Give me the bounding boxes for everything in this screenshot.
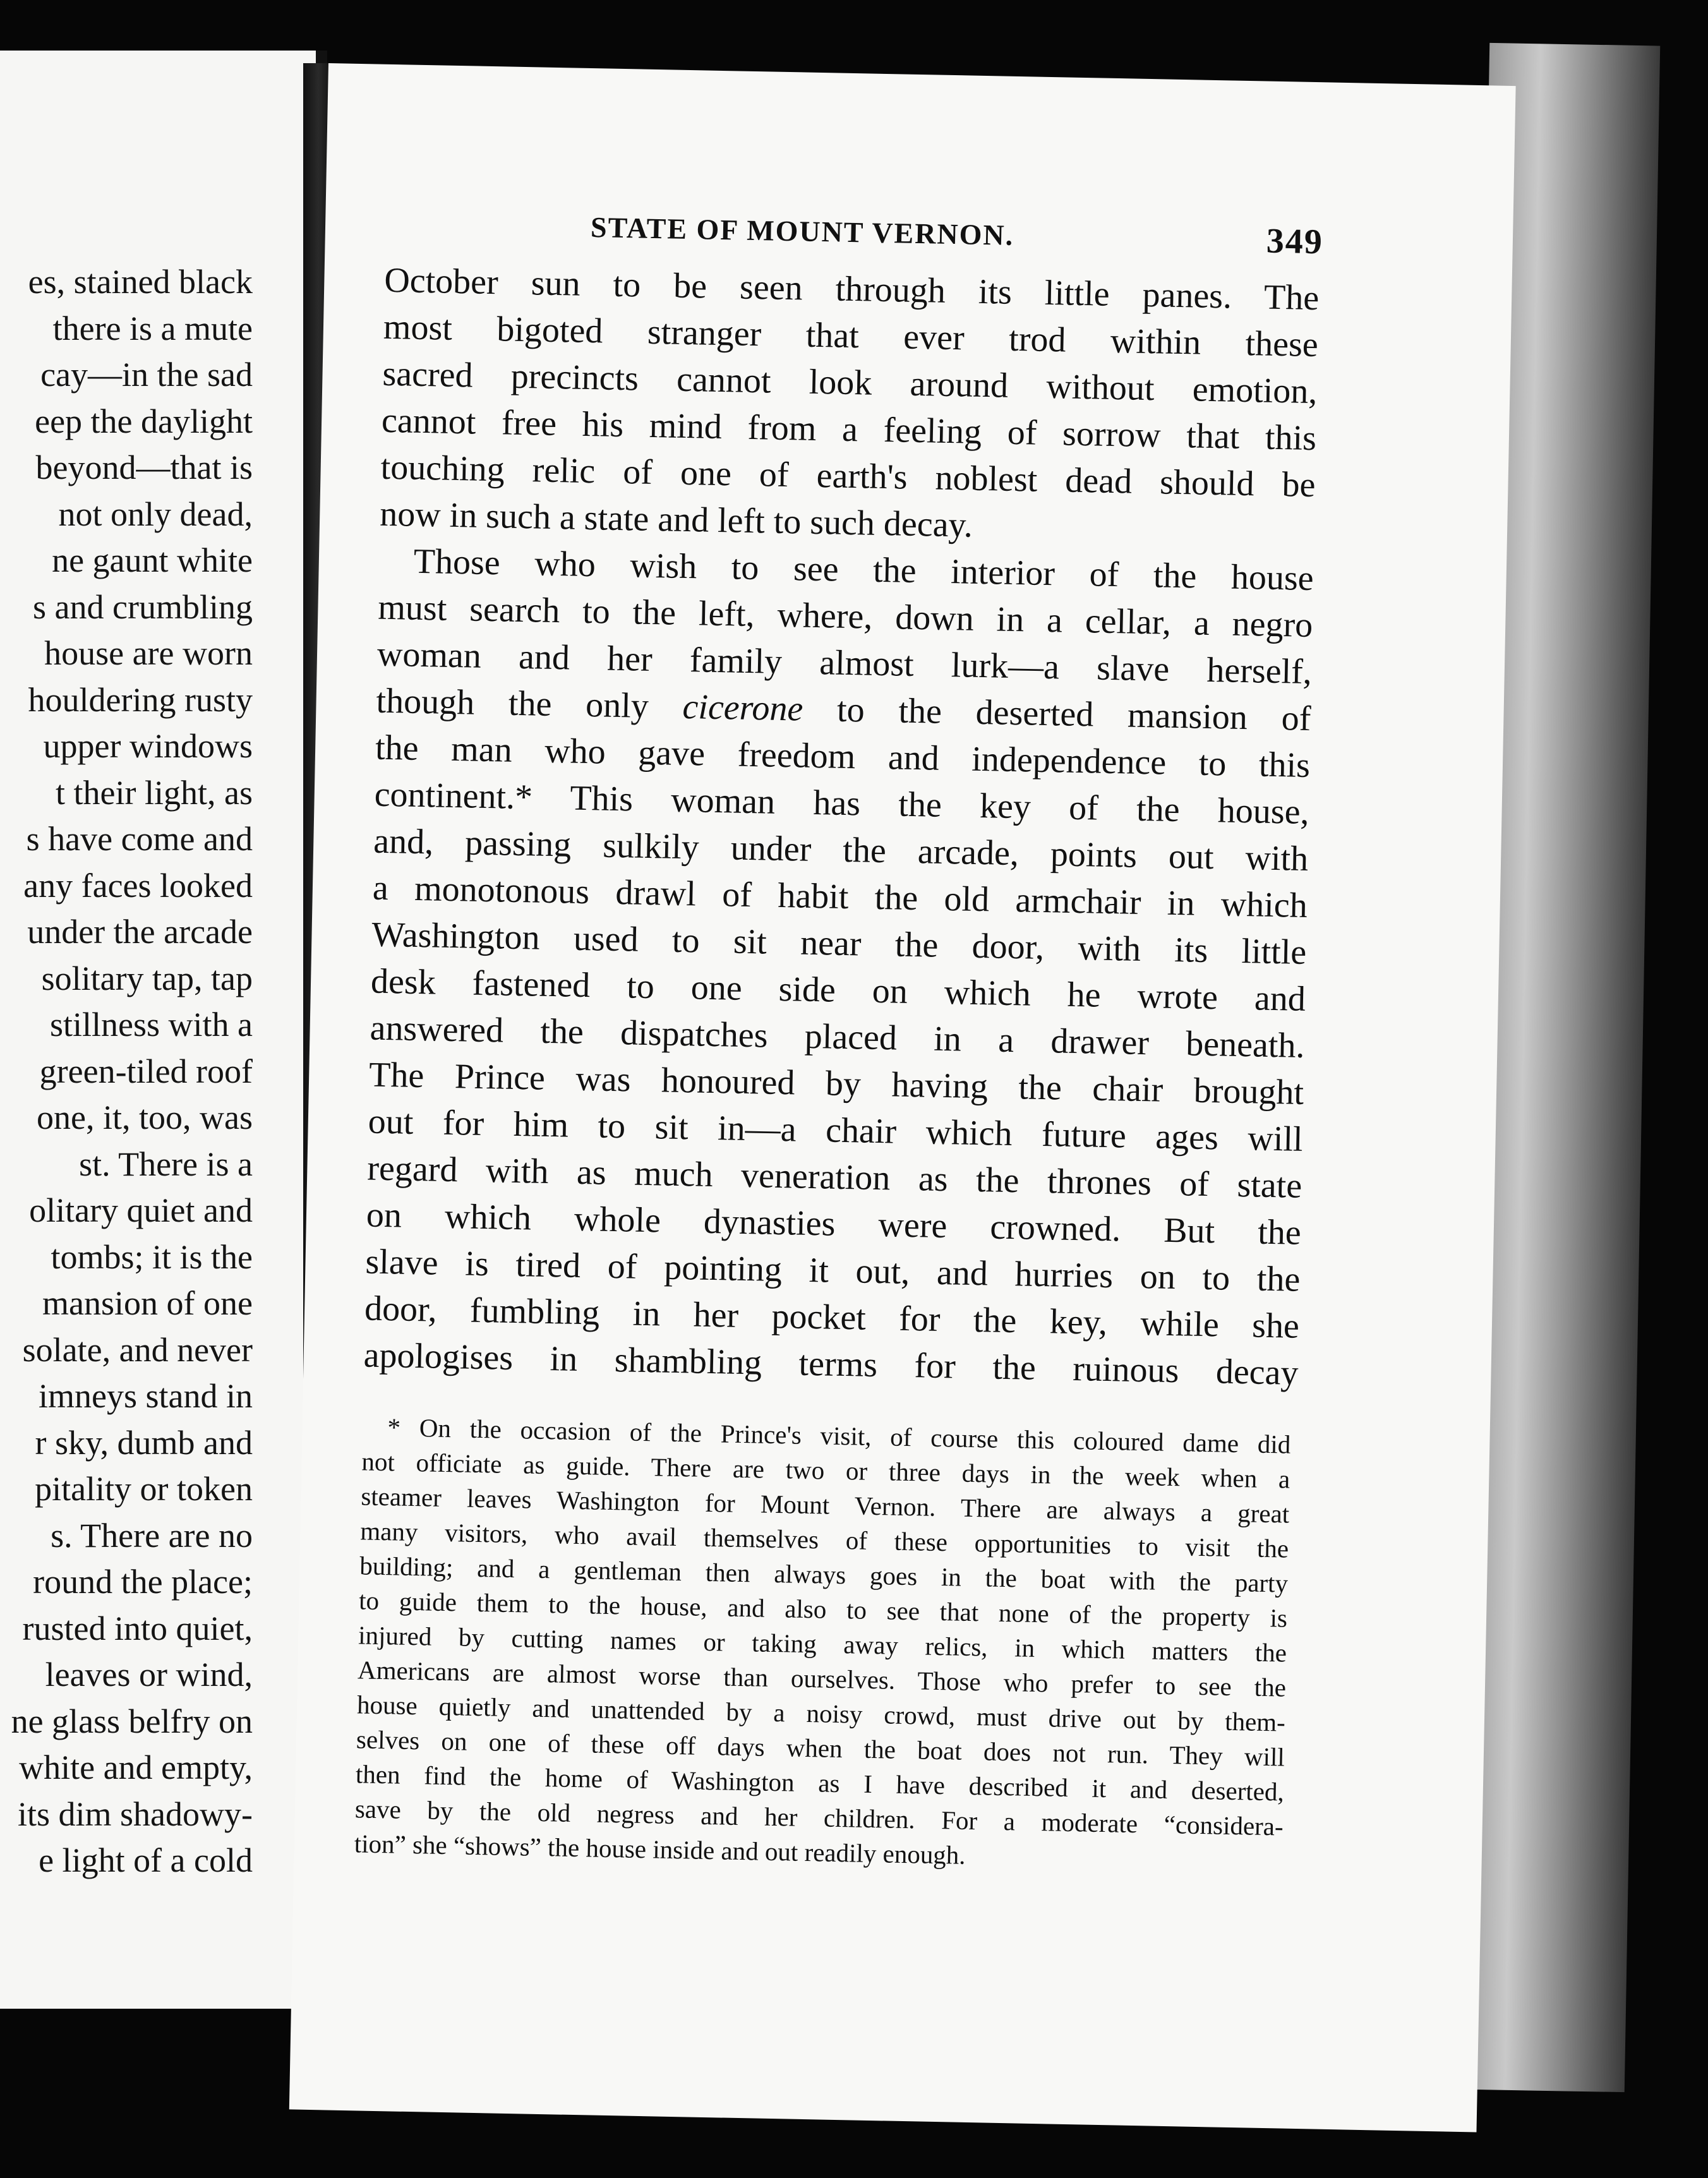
body-line: slave is tired of pointing it out, and hurries on to the bbox=[364, 1242, 1301, 1299]
left-page-line: round the place; bbox=[33, 1563, 253, 1601]
body-line: a monotonous drawl of habit the old armchair in which bbox=[372, 868, 1308, 925]
left-page-line: solitary tap, tap bbox=[41, 959, 253, 997]
body-line: most bigoted stranger that ever trod within these bbox=[383, 307, 1319, 365]
left-page-line: solate, and never bbox=[22, 1330, 253, 1369]
body-text bbox=[363, 257, 1320, 1397]
footnote-line: injured by cutting names or taking away relics, in which matters the bbox=[358, 1620, 1287, 1668]
left-page-line: eep the daylight bbox=[35, 402, 253, 440]
footnote-line: to guide them to the house, and also to see that none of the property is bbox=[358, 1585, 1288, 1633]
left-page-line: tombs; it is the bbox=[51, 1237, 253, 1276]
left-page-line: upper windows bbox=[43, 727, 253, 765]
running-title: STATE OF MOUNT VERNON. bbox=[590, 211, 1014, 251]
body-line: out for him to sit in—a chair which future ages will bbox=[368, 1102, 1304, 1159]
footnote-line: Americans are almost worse than ourselves. Those who prefer to see the bbox=[357, 1655, 1287, 1702]
left-page-line: s. There are no bbox=[51, 1516, 253, 1555]
body-line: The Prince was honoured by having the chair brought bbox=[368, 1055, 1304, 1112]
footnote-line: then find the home of Washington as I have described it and deserted, bbox=[355, 1759, 1285, 1807]
left-page-line: e light of a cold bbox=[39, 1841, 253, 1879]
body-line: continent.* This woman has the key of the house, bbox=[374, 774, 1310, 833]
body-line: woman and her family almost lurk—a slave herself, bbox=[376, 634, 1313, 692]
body-line: on which whole dynasties were crowned. But the bbox=[366, 1195, 1302, 1253]
left-page-line: one, it, too, was bbox=[37, 1098, 253, 1136]
left-page-line: there is a mute bbox=[52, 309, 253, 347]
left-page-line: s and crumbling bbox=[33, 587, 253, 626]
left-page-line: s have come and bbox=[26, 820, 253, 858]
body-line: and, passing sulkily under the arcade, points out with bbox=[373, 821, 1309, 879]
left-page-line: white and empty, bbox=[19, 1748, 253, 1786]
left-page-line: imneys stand in bbox=[39, 1377, 253, 1415]
footnote-line: steamer leaves Washington for Mount Vernon. There are always a great bbox=[361, 1481, 1290, 1529]
footnote-line: save by the old negress and her children. For a moderate “considera- bbox=[354, 1794, 1284, 1841]
left-page-line: mansion of one bbox=[42, 1284, 253, 1322]
body-line: apologises in shambling terms for the ruinous decay bbox=[363, 1335, 1299, 1393]
footnote-line: many visitors, who avail themselves of these opportunities to visit the bbox=[359, 1516, 1289, 1563]
left-page-line: houldering rusty bbox=[28, 680, 253, 719]
left-page-line: pitality or token bbox=[35, 1470, 253, 1508]
left-page-line: leaves or wind, bbox=[45, 1656, 253, 1694]
body-line: October sun to be seen through its little panes. The bbox=[383, 260, 1320, 318]
left-page-line: stillness with a bbox=[50, 1006, 253, 1044]
footnote-line: not officiate as guide. There are two or three days in the week when a bbox=[361, 1447, 1290, 1494]
left-page-line: ne glass belfry on bbox=[11, 1702, 253, 1740]
left-page-line: t their light, as bbox=[56, 773, 253, 812]
running-head bbox=[590, 210, 1324, 262]
left-page-text bbox=[0, 259, 253, 1884]
body-line: sacred precincts cannot look around without emotion, bbox=[382, 354, 1318, 412]
left-page-line: beyond—that is bbox=[35, 448, 253, 486]
footnote-line: tion” she “shows” the house inside and out readily enough. bbox=[354, 1829, 966, 1870]
body-line: Those who wish to see the interior of the house bbox=[413, 541, 1314, 599]
body-line: now in such a state and left to such decay. bbox=[379, 494, 973, 545]
left-page-line: es, stained black bbox=[28, 263, 253, 301]
body-line: desk fastened to one side on which he wrote and bbox=[370, 961, 1306, 1019]
body-line: cannot free his mind from a feeling of sorrow that this bbox=[381, 400, 1317, 459]
body-line: door, fumbling in her pocket for the key, while she bbox=[364, 1289, 1300, 1346]
footnote-line: building; and a gentleman then always goes in the boat with the party bbox=[359, 1551, 1289, 1598]
left-page-line: cay—in the sad bbox=[40, 356, 253, 394]
right-page bbox=[289, 63, 1516, 2132]
body-line: touching relic of one of earth's noblest dead should be bbox=[380, 447, 1316, 505]
left-page-line: its dim shadowy- bbox=[18, 1795, 253, 1833]
body-line: the man who gave freedom and independence to this bbox=[375, 728, 1311, 786]
body-line: though the only cicerone to the deserted mansion of bbox=[376, 681, 1311, 739]
left-page-line: house are worn bbox=[44, 634, 253, 672]
footnote-line: house quietly and unattended by a noisy crowd, must drive out by them- bbox=[356, 1690, 1286, 1737]
body-line: must search to the left, where, down in a cellar, a negro bbox=[377, 587, 1313, 646]
left-page-line: ne gaunt white bbox=[52, 541, 253, 579]
body-line: Washington used to sit near the door, with its little bbox=[371, 915, 1307, 972]
left-page-line: rusted into quiet, bbox=[22, 1609, 253, 1647]
left-page-line: r sky, dumb and bbox=[35, 1423, 253, 1462]
footnote-line: * On the occasion of the Prince's visit, of course this coloured dame did bbox=[387, 1412, 1291, 1459]
page-number: 349 bbox=[1266, 221, 1324, 262]
footnote-line: selves on one of these off days when the boat does not run. They will bbox=[356, 1724, 1285, 1772]
body-line: answered the dispatches placed in a drawer beneath. bbox=[370, 1008, 1306, 1066]
body-line: regard with as much veneration as the thrones of state bbox=[366, 1148, 1302, 1206]
left-page-line: not only dead, bbox=[58, 495, 253, 533]
left-page-line: green-tiled roof bbox=[39, 1052, 253, 1090]
left-page bbox=[0, 51, 327, 2009]
footnote bbox=[354, 1409, 1290, 1879]
left-page-line: any faces looked bbox=[23, 866, 253, 905]
left-page-line: st. There is a bbox=[79, 1145, 253, 1183]
left-page-line: under the arcade bbox=[27, 913, 253, 951]
left-page-line: olitary quiet and bbox=[29, 1191, 253, 1229]
